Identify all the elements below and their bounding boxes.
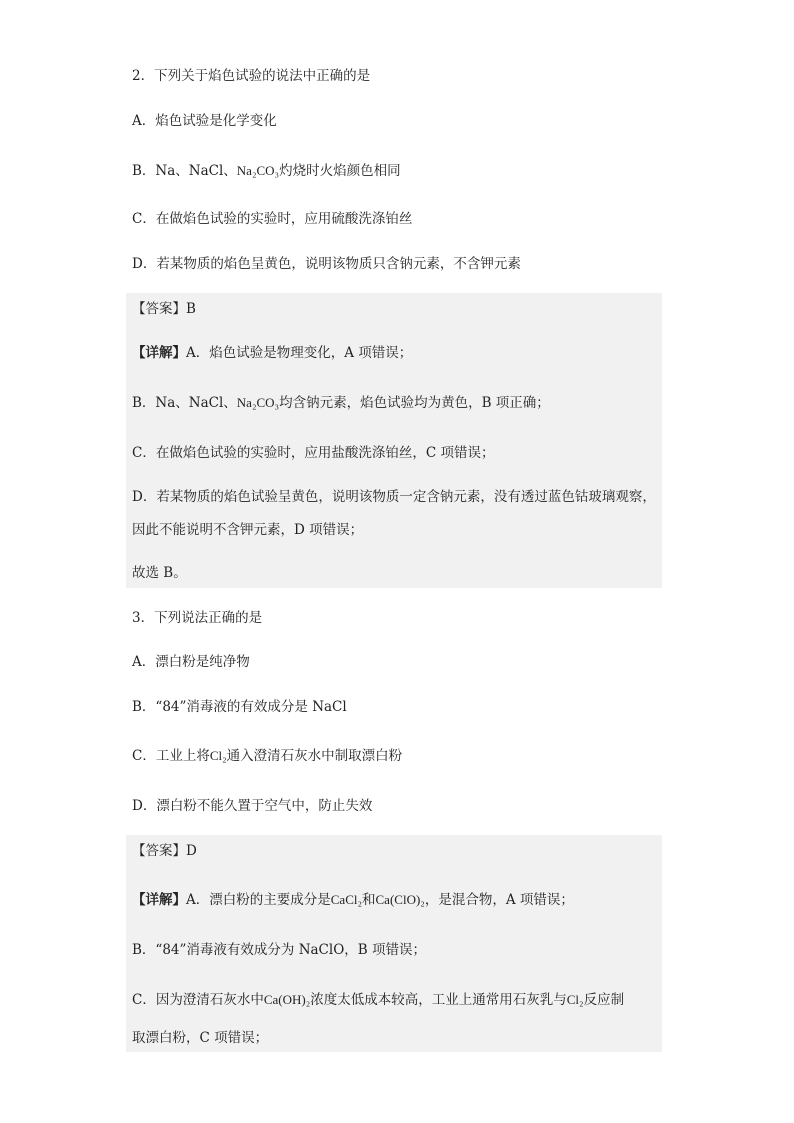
- q2-option-d: D．若某物质的焰色呈黄色，说明该物质只含钠元素，不含钾元素: [132, 256, 521, 272]
- q2-detail-c: C．在做焰色试验的实验时，应用盐酸洗涤铂丝，C 项错误；: [132, 445, 495, 461]
- formula-na2co3: Na₂CO₃: [236, 163, 280, 178]
- q3-option-d: D．漂白粉不能久置于空气中，防止失效: [132, 798, 373, 814]
- q2-detail-a: 【详解】A．焰色试验是物理变化，A 项错误；: [132, 345, 413, 361]
- q2-answer-block: [126, 293, 662, 588]
- q2-detail-d-line2: 因此不能说明不含钾元素，D 项错误；: [132, 522, 364, 538]
- q3-option-a: A．漂白粉是纯净物: [132, 654, 250, 670]
- formula-cl2: Cl₂: [566, 992, 584, 1007]
- q3-option-c: C．工业上将Cl₂通入澄清石灰水中制取漂白粉: [132, 748, 403, 764]
- q3-detail-c-line2: 取漂白粉，C 项错误；: [132, 1030, 269, 1046]
- formula-caclo2: Ca(ClO)₂: [375, 892, 425, 907]
- q2-answer: 【答案】B: [132, 301, 196, 317]
- q3-option-b: B．“84”消毒液的有效成分是 NaCl: [132, 699, 347, 715]
- q3-answer: 【答案】D: [132, 843, 197, 859]
- q3-detail-b: B．“84”消毒液有效成分为 NaClO，B 项错误；: [132, 942, 426, 958]
- q2-option-b: B．Na、NaCl、Na₂CO₃灼烧时火焰颜色相同: [132, 163, 401, 179]
- formula-na2co3: Na₂CO₃: [236, 395, 280, 410]
- q2-detail-d-line1: D．若某物质的焰色试验呈黄色，说明该物质一定含钠元素，没有透过蓝色钴玻璃观察，: [132, 489, 656, 505]
- q2-conclusion: 故选 B。: [132, 565, 187, 581]
- q3-detail-c-line1: C．因为澄清石灰水中Ca(OH)₂浓度太低成本较高，工业上通常用石灰乳与Cl₂反应制: [132, 992, 625, 1008]
- q2-option-a: A．焰色试验是化学变化: [132, 113, 277, 129]
- formula-cacl2: CaCl₂: [330, 892, 363, 907]
- q3-stem: 3．下列说法正确的是: [132, 610, 263, 626]
- formula-caoh2: Ca(OH)₂: [263, 992, 311, 1007]
- q3-detail-a: 【详解】A．漂白粉的主要成分是CaCl₂和Ca(ClO)₂，是混合物，A 项错误；: [132, 892, 574, 908]
- q2-option-c: C．在做焰色试验的实验时，应用硫酸洗涤铂丝: [132, 211, 413, 227]
- q2-detail-b: B．Na、NaCl、Na₂CO₃均含钠元素，焰色试验均为黄色，B 项正确；: [132, 395, 550, 411]
- formula-cl2: Cl₂: [209, 748, 227, 763]
- q2-stem: 2．下列关于焰色试验的说法中正确的是: [132, 68, 371, 84]
